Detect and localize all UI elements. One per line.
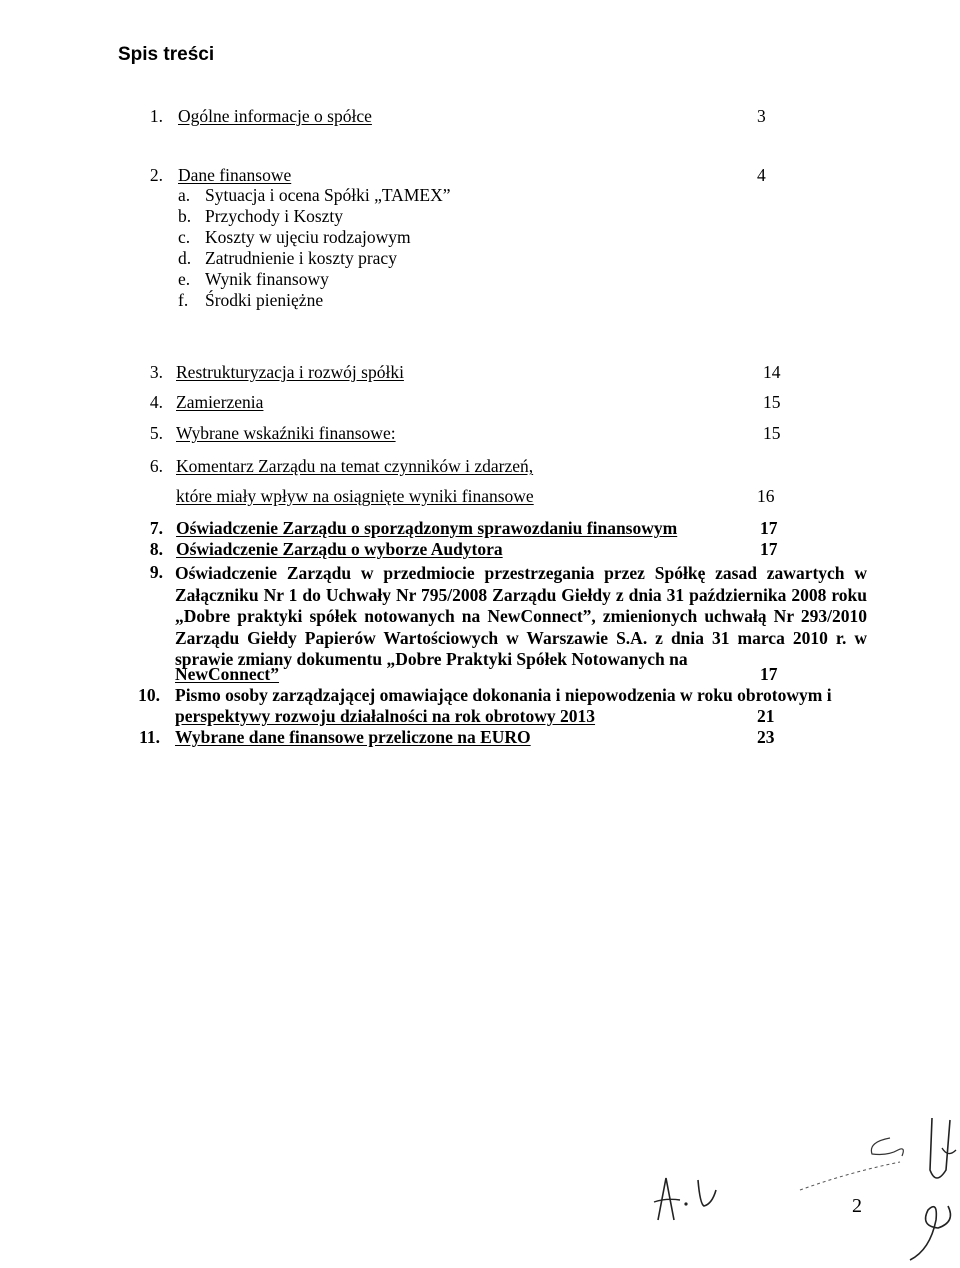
toc-subitem-e-letter: e. (178, 269, 191, 289)
toc-item-8-title[interactable]: Oświadczenie Zarządu o wyborze Audytora (176, 539, 503, 559)
toc-subitem-a-letter: a. (178, 185, 191, 205)
toc-item-2-title[interactable]: Dane finansowe (178, 165, 292, 185)
toc-item-7-title[interactable]: Oświadczenie Zarządu o sporządzonym sprawozdaniu finansowym (176, 518, 678, 538)
toc-item-6-title-line2[interactable]: które miały wpływ na osiągnięte wyniki finansowe (176, 486, 534, 506)
toc-item-6-number: 6. (149, 456, 163, 476)
toc-item-7-number: 7. (149, 518, 163, 538)
toc-item-3-number: 3. (149, 362, 163, 382)
toc-item-5-title[interactable]: Wybrane wskaźniki finansowe: (176, 423, 396, 443)
handwritten-signature (760, 1110, 960, 1268)
toc-item-10-number: 10. (138, 685, 160, 705)
toc-item-4-page: 15 (763, 392, 781, 412)
toc-item-1-page: 3 (757, 106, 766, 126)
toc-subitem-c-letter: c. (178, 227, 191, 247)
toc-subitem-d-text: Zatrudnienie i koszty pracy (205, 248, 397, 268)
toc-item-11-number: 11. (139, 727, 160, 747)
toc-subitem-b-letter: b. (178, 206, 192, 226)
toc-subitem-f-text: Środki pieniężne (205, 290, 324, 310)
toc-subitem-b-text: Przychody i Koszty (205, 206, 344, 226)
toc-item-8-page: 17 (760, 539, 778, 559)
toc-subitem-d-letter: d. (178, 248, 192, 268)
toc-item-9-number: 9. (149, 562, 163, 582)
toc-item-2-number: 2. (149, 165, 163, 185)
toc-item-10-title-line1[interactable]: Pismo osoby zarządzającej omawiające dokonania i niepowodzenia w roku obrotowym i (175, 685, 832, 705)
toc-subitem-c-text: Koszty w ujęciu rodzajowym (205, 227, 411, 247)
toc-item-4-number: 4. (149, 392, 163, 412)
toc-item-7-page: 17 (760, 518, 778, 538)
toc-item-9-page: 17 (760, 664, 778, 684)
toc-item-2-page: 4 (757, 165, 766, 185)
toc-item-9-title[interactable] (175, 563, 867, 671)
toc-subitem-f-letter: f. (178, 290, 189, 310)
toc-item-5-number: 5. (149, 423, 163, 443)
page-title: Spis treści (118, 44, 215, 65)
toc-subitem-e-text: Wynik finansowy (205, 269, 329, 289)
toc-item-9-last-line[interactable]: NewConnect” (175, 664, 280, 684)
toc-item-3-title[interactable]: Restrukturyzacja i rozwój spółki (176, 362, 404, 382)
toc-item-6-page: 16 (757, 486, 775, 506)
page-number: 2 (852, 1195, 862, 1217)
toc-item-3-page: 14 (763, 362, 781, 382)
toc-item-8-number: 8. (149, 539, 163, 559)
toc-item-4-title[interactable]: Zamierzenia (176, 392, 264, 412)
toc-item-1-number: 1. (149, 106, 163, 126)
toc-item-11-page: 23 (757, 727, 775, 747)
toc-item-5-page: 15 (763, 423, 781, 443)
toc-subitem-a-text: Sytuacja i ocena Spółki „TAMEX” (205, 185, 451, 205)
toc-item-6-title-line1[interactable]: Komentarz Zarządu na temat czynników i zdarzeń, (176, 456, 534, 476)
toc-item-1-title[interactable]: Ogólne informacje o spółce (178, 106, 372, 126)
toc-item-9-title-text: Oświadczenie Zarządu w przedmiocie przestrzegania przez Spółkę zasad zawartych w Załączniku Nr 1 do Uchwały Nr 795/2008 Zarządu Giełdy z dnia 31 października 2008 roku „Dobre praktyki spółek notowanych na NewConnect”, zmienionych uchwałą Nr 293/2010 Zarządu Giełdy Papierów Wartościowych w Warszawie S.A. z dnia 31 marca 2010 r. w sprawie zmiany dokumentu „Dobre Praktyki Spółek Notowanych na (175, 563, 867, 669)
toc-item-10-title-line2[interactable]: perspektywy rozwoju działalności na rok obrotowy 2013 (175, 706, 596, 726)
toc-item-11-title[interactable]: Wybrane dane finansowe przeliczone na EURO (175, 727, 531, 747)
handwritten-initials (640, 1160, 730, 1230)
toc-item-10-page: 21 (757, 706, 775, 726)
